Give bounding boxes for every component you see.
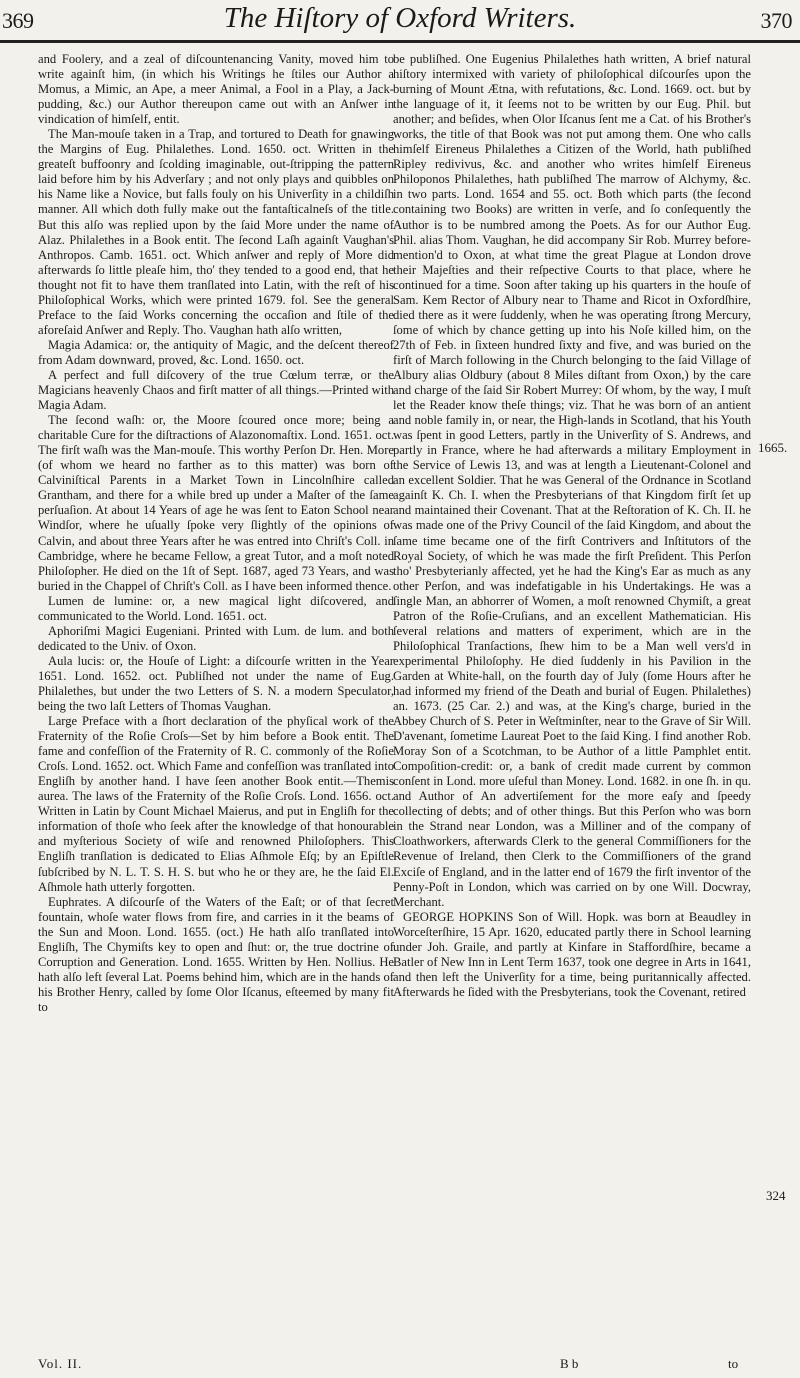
paragraph: The ſecond waſh: or, the Moore ſcoured once more; being a charitable Cure for the diſtractions of Alazonomaſtix. Lond. 1651. oct. The firſt waſh was the Man-mouſe. This worthy Perſon Dr. Hen. More (of whom we heard no farther as to this matter) was born of Calviniſtical Parents in a Market Town in Lincolnſhire called Grantham, and there for a while bred up under a Maſter of the ſame perſuaſion. At about 14 Years of age he was ſent to Eaton School near Windſor, where he uſually ſpoke very ſlightly of the opinions of Calvin, and about three Years after he was entred into Chriſt's Coll. in Cambridge, where he became Fellow, a great Tutor, and a moſt noted Philoſopher. He died on the 1ſt of Sept. 1687, aged 73 Years, and was buried in the Chappel of Chriſt's Coll. as I have been informed thence. bbox=[38, 413, 394, 593]
paragraph: Lumen de lumine: or, a new magical light diſcovered, and communicated to the World. Lond. 1651. oct. bbox=[38, 593, 394, 623]
paragraph: GEORGE HOPKINS Son of Will. Hopk. was born at Beaudley in Worceſterſhire, 15 Apr. 1620, educated partly there in School learning under Joh. Graile, and partly at Kinfare in Staffordſhire, became a Batler of New Inn in Lent Term 1637, took one degree in Arts in 1641, and then left the Univerſity for a time, being puritannically affected. Afterwards he ſided with the Presbyterians, took the Covenant, retired bbox=[393, 909, 751, 999]
paragraph: and Foolery, and a zeal of diſcountenancing Vanity, moved him to write againſt him, (in which his Writings he ſtiles our Author a Momus, a Mimic, an Ape, a meer Animal, a Fool in a Play, a Jack-pudding, &c.) our Author thereupon came out with an Anſwer in vindication of himſelf, entit. bbox=[38, 52, 394, 127]
paragraph: Magia Adamica: or, the antiquity of Magic, and the deſcent thereof from Adam downward, proved, &c. Lond. 1650. oct. bbox=[38, 337, 394, 367]
paragraph: Aphoriſmi Magici Eugeniani. Printed with Lum. de lum. and both dedicated to the Univ. of Oxon. bbox=[38, 623, 394, 653]
paragraph: Euphrates. A diſcourſe of the Waters of the Eaſt; or of that ſecret fountain, whoſe water flows from fire, and carries in it the beams of the Sun and Moon. Lond. 1655. (oct.) He hath alſo tranſlated into Engliſh, The Chymiſts key to open and ſhut: or, the true doctrine of Corruption and Generation. Lond. 1655. Written by Hen. Nollius. He hath alſo left ſeveral Lat. Poems behind him, which are in the hands of his Brother Henry, called by ſome Olor Iſcanus, eſteemed by many fit to bbox=[38, 894, 394, 1014]
page-number-left: 369 bbox=[2, 8, 34, 33]
paragraph: A perfect and full diſcovery of the true Cœlum terræ, or the Magicians heavenly Chaos and firſt matter of all things.—Printed with Magia Adam. bbox=[38, 367, 394, 413]
running-title-part-1: The Hiſtory of bbox=[223, 2, 389, 34]
header-rule bbox=[0, 40, 800, 43]
paragraph: Large Preface with a ſhort declaration of the phyſical work of the Fraternity of the Roſie Croſs—Set by him before a Book entit. The fame and confeſſion of the Fraternity of R. C. commonly of the Roſie Croſs. Lond. 1652. oct. Which Fame and confeſſion was tranſlated into Engliſh by another hand. I have ſeen another Book entit.—Themis aurea. The laws of the Fraternity of the Roſie Croſs. Lond. 1656. oct. Written in Latin by Count Michael Maierus, and put in Engliſh for the information of thoſe who ſeek after the knowledge of that honourable and myſterious Society of wiſe and renowned Philoſophers. This Engliſh tranſlation is dedicated to Elias Aſhmole Eſq; by an Epiſtle ſubſcribed by N. L. T. S. H. S. but who he or they are, he the ſaid El. Aſhmole hath utterly forgotten. bbox=[38, 714, 394, 894]
paragraph: be publiſhed. One Eugenius Philalethes hath written, A brief natural hiſtory intermixed with variety of philoſophical diſcourſes upon the burning of Mount Ætna, with refutations, &c. Lond. 1669. oct. but by the language of it, it ſeems not to be written by our Eug. Phil. but another; and beſides, when Olor Iſcanus ſent me a Cat. of his Brother's works, the title of that Book was not put among them. One who calls himſelf Eireneus Philalethes a Citizen of the World, hath publiſhed Ripley redivivus, &c. and another who writes himſelf Eireneus Philoponos Philalethes, hath publiſhed The marrow of Alchymy, &c. in two parts. Lond. 1654 and 55. oct. Both which parts (the ſecond containing two Books) are written in verſe, and ſo conſequently the Author is to be numbred among the Poets. As for our Author Eug. Phil. alias Thom. Vaughan, he did accompany Sir Rob. Murrey before-mention'd to Oxon, at what time the great Plague at London drove their Majeſties and their reſpective Courts to that place, where he continued for a time. Soon after taking up his quarters in the houſe of Sam. Kem Rector of Albury near to Thame and Ricot in Oxfordſhire, died there as it were ſuddenly, when he was operating ſtrong Mercury, ſome of which by chance getting up into his Noſe killed him, on the 27th of Feb. in ſixteen hundred ſixty and five, and was buried on the firſt of March following in the Church belonging to the ſaid Village of Albury alias Oldbury (about 8 Miles diſtant from Oxon,) by the care and charge of the ſaid Sir Robert Murrey: Of whom, by the way, I muſt let the Reader know theſe things; viz. That he was born of an antient and noble family in, or near, the High-lands in Scotland, that his Youth was ſpent in good Letters, partly in the Univerſity of S. Andrews, and partly in France, where he had afterwards a military Employment in the Service of Lewis 13, and was at length a Lieutenant-Colonel and an excellent Soldier. That he was General of the Ordnance in Scotland againſt K. Ch. I. when the Presbyterians of that Kingdom firſt ſet up and maintained their Covenant. That at the Reſtoration of K. Ch. II. he was made one of the Privy Council of the ſaid Kingdom, and about the ſame time became one of the firſt Contrivers and Inſtitutors of the Royal Society, of which he was made the firſt Preſident. This Perſon tho' Presbyterianly affected, yet he had the King's Ear as much as any other Perſon, and was indefatigable in his Undertakings. He was a ſingle Man, an abhorrer of Women, a moſt renowned Chymiſt, a great Patron of the Roſie-Cruſians, and an excellent Mathematician. His ſeveral relations and matters of experiment, which are in the Philoſophical Tranſactions, ſhew him to be a Man well vers'd in experimental Philoſophy. He died ſuddenly in his Pavilion in the Garden at White-hall, on the fourth day of July (ſome Hours after he had informed my friend of the Death and burial of Eugen. Philalethes) an. 1673. (25 Car. 2.) and was, at the King's charge, buried in the Abbey Church of S. Peter in Weſtminſter, near to the Grave of Sir Will. D'avenant, ſometime Laureat Poet to the ſaid King. I find another Rob. Moray Son of a Scotchman, to be Author of a little Pamphlet entit. Compoſition-credit: or, a bank of credit made current by common conſent in Lond. more uſeful than Money. Lond. 1682. in one ſh. in qu. and Author of An advertiſement for the more eaſy and ſpeedy collecting of debts; and of other things. But this Perſon who was born in the Strand near London, was a Milliner and of the company of Cloathworkers, afterwards Clerk to the general Commiſſioners for the Revenue of Ireland, then Clerk to the Commiſſioners of the grand Exciſe of England, and in the latter end of 1679 the firſt inventor of the Penny-Poſt in London, which was carried on by one Will. Docwray, Merchant. bbox=[393, 52, 751, 909]
running-title-part-2: Oxford bbox=[388, 2, 484, 34]
running-title bbox=[0, 2, 800, 35]
page-header bbox=[0, 0, 800, 48]
paragraph: Aula lucis: or, the Houſe of Light: a diſcourſe written in the Year 1651. Lond. 1652. oct. Publiſhed not under the name of Eug. Philalethes, but under the two Letters of S. N. a modern Speculator, being the two laſt Letters of Thomas Vaughan. bbox=[38, 653, 394, 714]
signature-mark: B b bbox=[560, 1356, 579, 1371]
margin-year: 1665. bbox=[758, 440, 788, 455]
running-title-part-3: Writers. bbox=[483, 2, 577, 34]
paragraph: The Man-mouſe taken in a Trap, and tortured to Death for gnawing the Margins of Eug. Philalethes. Lond. 1650. oct. Written in the greateſt buffoonry and ſcolding imaginable, out-ſtripping the pattern laid before him by his Adverſary ; and not only plays and quibbles on his Name like a Novice, but falls fouly on his Univerſity in a childiſh manner. All which doth fully make out the fantaſticalneſs of the title. But this alſo was replied upon by the ſaid More under the name of Alaz. Philalethes in a Book entit. The ſecond Laſh againſt Vaughan's Anthropos. Camb. 1651. oct. Which anſwer and reply of More did afterwards ſo little pleaſe him, tho' they tended to a good end, that he thought not fit to have them tranſlated into Latin, with the reſt of his Philoſophical Works, which were printed 1679. fol. See the general Preface to the ſaid Works concerning the occaſion and ſtile of the aforeſaid Anſwer and Reply. Tho. Vaughan hath alſo written, bbox=[38, 127, 394, 337]
volume-label: Vol. II. bbox=[38, 1356, 83, 1371]
left-column bbox=[38, 52, 394, 1015]
right-column bbox=[393, 52, 751, 1000]
catchword: to bbox=[728, 1356, 739, 1371]
margin-number: 324 bbox=[766, 1188, 786, 1203]
page-number-right: 370 bbox=[760, 8, 792, 33]
